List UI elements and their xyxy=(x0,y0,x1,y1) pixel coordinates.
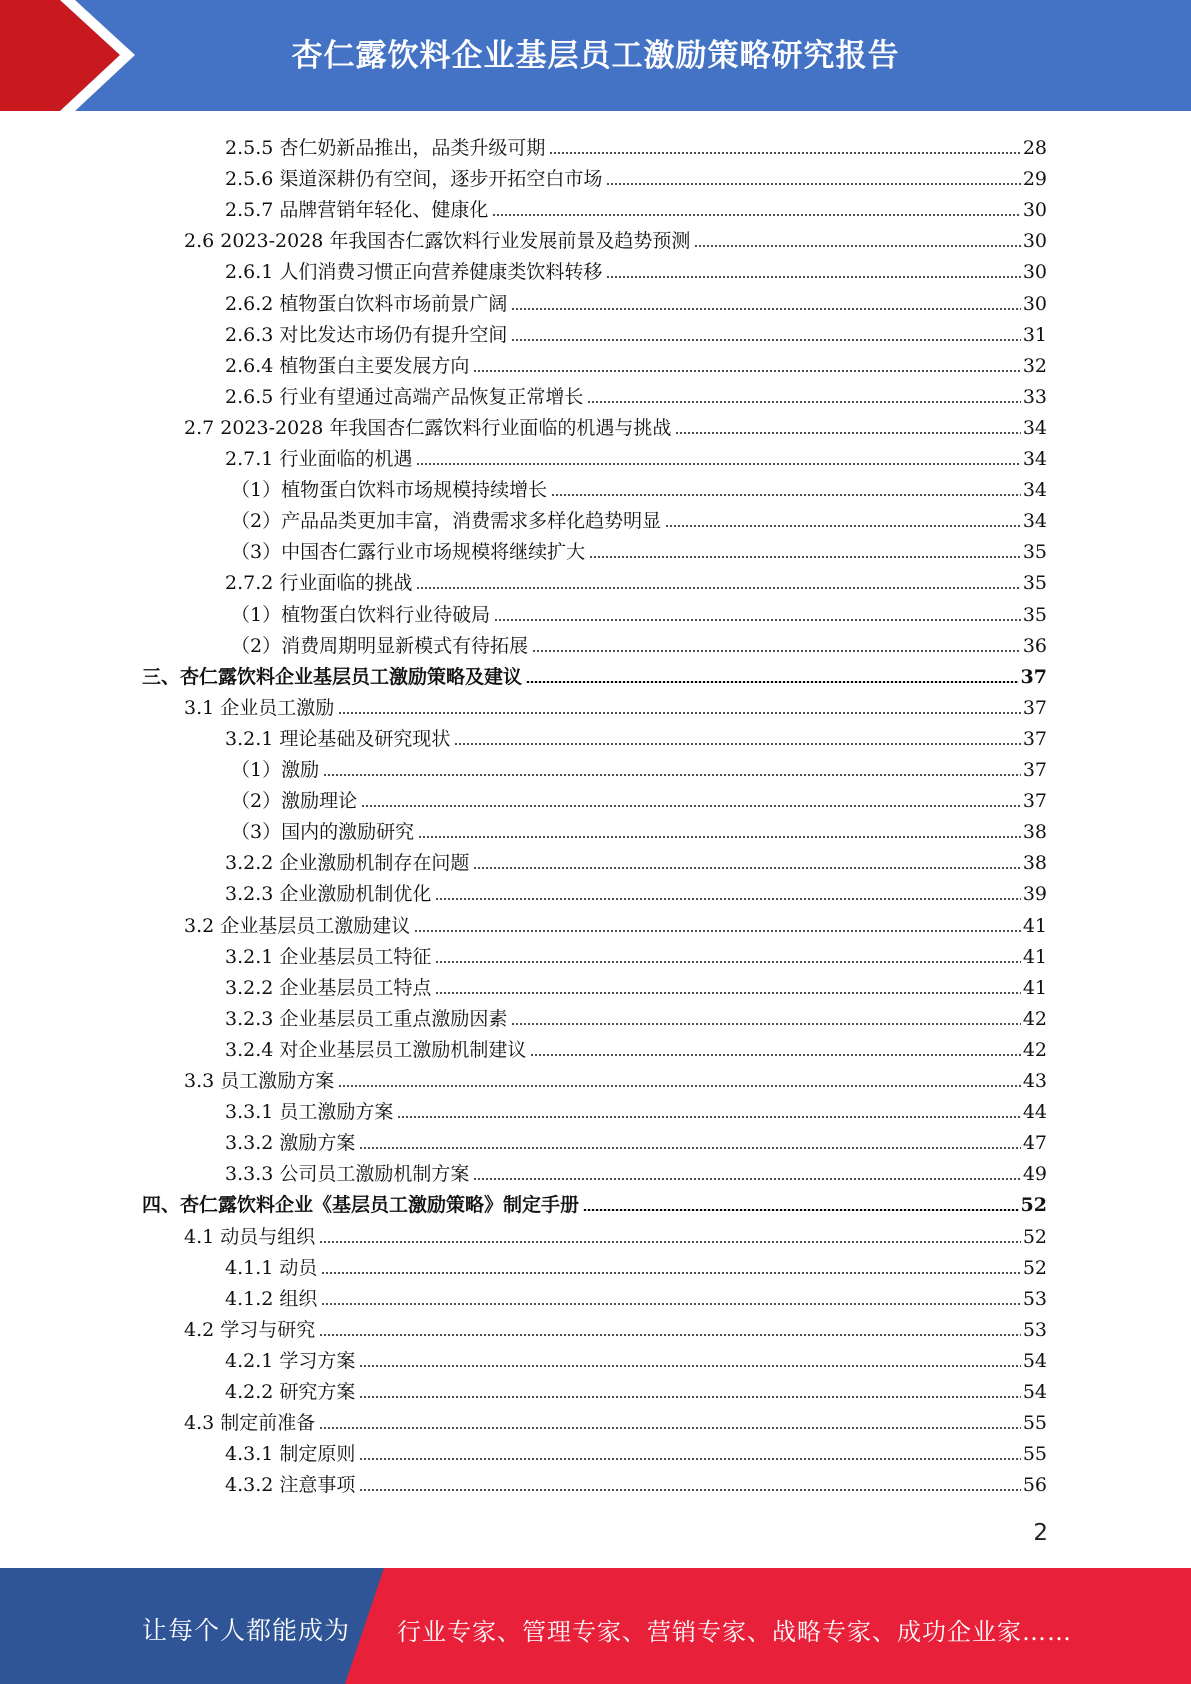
toc-entry-title: 2.6.1 人们消费习惯正向营养健康类饮料转移 xyxy=(225,261,603,284)
toc-entry[interactable] xyxy=(225,874,1047,905)
toc-dot-leader xyxy=(587,401,1020,403)
toc-entry[interactable] xyxy=(231,812,1047,843)
toc-entry[interactable] xyxy=(225,159,1047,190)
toc-dot-leader xyxy=(494,619,1021,621)
toc-entry[interactable] xyxy=(225,1154,1047,1185)
toc-entry[interactable] xyxy=(225,252,1047,283)
toc-entry[interactable] xyxy=(225,346,1047,377)
toc-dot-leader xyxy=(606,276,1020,278)
toc-dot-leader xyxy=(665,525,1021,527)
toc-dot-leader xyxy=(319,1241,1021,1243)
toc-entry-page: 35 xyxy=(1022,541,1047,564)
toc-entry-title: 3.3.3 公司员工激励机制方案 xyxy=(225,1163,470,1186)
toc-entry-title: （1）激励 xyxy=(231,759,320,781)
toc-entry-title: 3.3.1 员工激励方案 xyxy=(225,1101,394,1124)
toc-entry-page: 53 xyxy=(1022,1287,1047,1310)
toc-entry-title: （2）产品品类更加丰富，消费需求多样化趋势明显 xyxy=(231,510,662,533)
toc-dot-leader xyxy=(397,1116,1020,1118)
toc-entry-title: 2.6.3 对比发达市场仍有提升空间 xyxy=(225,323,508,346)
toc-entry-title: 4.2.2 研究方案 xyxy=(225,1381,356,1403)
toc-entry[interactable] xyxy=(225,284,1047,315)
toc-entry[interactable] xyxy=(184,221,1047,252)
toc-entry-title: （1）植物蛋白饮料市场规模持续增长 xyxy=(231,479,548,502)
toc-entry-page: 42 xyxy=(1022,1038,1047,1061)
toc-dot-leader xyxy=(511,308,1020,310)
toc-entry[interactable] xyxy=(231,470,1047,501)
toc-entry-page: 56 xyxy=(1022,1474,1047,1497)
toc-entry-page: 37 xyxy=(1022,790,1047,813)
footer-slogan-left: 让每个人都能成为 xyxy=(142,1616,351,1645)
toc-entry-page: 30 xyxy=(1022,261,1047,284)
toc-entry[interactable] xyxy=(225,1372,1047,1403)
toc-dot-leader xyxy=(418,836,1021,838)
toc-dot-leader xyxy=(551,494,1021,496)
toc-entry[interactable] xyxy=(231,781,1047,812)
toc-entry[interactable] xyxy=(225,1123,1047,1154)
toc-entry[interactable] xyxy=(142,1185,1047,1216)
toc-entry-page: 37 xyxy=(1022,727,1047,750)
toc-entry-page: 32 xyxy=(1022,354,1047,377)
toc-entry-page: 34 xyxy=(1022,479,1047,502)
toc-entry-title: 2.5.7 品牌营销年轻化、健康化 xyxy=(225,199,489,222)
toc-entry-page: 30 xyxy=(1022,292,1047,315)
toc-dot-leader xyxy=(675,432,1020,434)
toc-dot-leader xyxy=(549,152,1020,154)
toc-dot-leader xyxy=(359,1365,1020,1367)
toc-entry-page: 52 xyxy=(1022,1256,1047,1279)
toc-dot-leader xyxy=(511,339,1020,341)
toc-entry-title: 3.3 员工激励方案 xyxy=(184,1070,335,1092)
toc-entry[interactable] xyxy=(231,626,1047,657)
toc-entry-title: 3.1 企业员工激励 xyxy=(184,696,335,719)
toc-dot-leader xyxy=(338,1085,1021,1087)
toc-entry-page: 37 xyxy=(1020,665,1047,688)
toc-entry-page: 43 xyxy=(1022,1070,1047,1092)
toc-entry-page: 54 xyxy=(1022,1381,1047,1403)
toc-entry[interactable] xyxy=(225,719,1047,750)
page-footer xyxy=(0,1568,1191,1684)
toc-dot-leader xyxy=(359,1147,1020,1149)
toc-entry-page: 41 xyxy=(1022,914,1047,937)
toc-dot-leader xyxy=(359,1458,1020,1460)
toc-entry-page: 34 xyxy=(1022,416,1047,439)
toc-entry-page: 41 xyxy=(1022,976,1047,999)
page-header xyxy=(0,0,1191,111)
toc-entry[interactable] xyxy=(184,1217,1047,1248)
toc-entry[interactable] xyxy=(225,315,1047,346)
toc-entry-title: 4.1 动员与组织 xyxy=(184,1225,316,1248)
toc-entry-title: 2.5.6 渠道深耕仍有空间，逐步开拓空白市场 xyxy=(225,168,603,191)
toc-dot-leader xyxy=(583,1209,1019,1211)
toc-entry-title: 4.1.2 组织 xyxy=(225,1287,318,1310)
page-number: 2 xyxy=(1033,1520,1048,1546)
toc-entry[interactable] xyxy=(184,688,1047,719)
toc-entry-page: 36 xyxy=(1022,634,1047,657)
toc-dot-leader xyxy=(435,992,1020,994)
toc-entry[interactable] xyxy=(231,595,1047,626)
toc-dot-leader xyxy=(473,1178,1020,1180)
toc-dot-leader xyxy=(359,1396,1020,1398)
toc-dot-leader xyxy=(492,214,1020,216)
toc-entry[interactable] xyxy=(225,377,1047,408)
toc-entry-title: 2.6.5 行业有望通过高端产品恢复正常增长 xyxy=(225,385,584,408)
toc-dot-leader xyxy=(319,1334,1021,1336)
toc-entry-page: 35 xyxy=(1022,603,1047,626)
toc-entry[interactable] xyxy=(184,1403,1047,1434)
toc-entry-title: 2.6.2 植物蛋白饮料市场前景广阔 xyxy=(225,292,508,315)
toc-entry-title: （2）消费周期明显新模式有待拓展 xyxy=(231,634,529,657)
toc-dot-leader xyxy=(606,183,1020,185)
toc-entry[interactable] xyxy=(225,563,1047,594)
toc-dot-leader xyxy=(511,1023,1020,1025)
toc-entry-title: 3.2.2 企业激励机制存在问题 xyxy=(225,852,470,875)
toc-entry-title: 3.2.3 企业基层员工重点激励因素 xyxy=(225,1007,508,1030)
toc-entry-page: 54 xyxy=(1022,1349,1047,1372)
toc-entry[interactable] xyxy=(225,1341,1047,1372)
toc-entry-page: 31 xyxy=(1022,323,1047,346)
toc-entry-page: 44 xyxy=(1022,1101,1047,1124)
footer-slogan-right: 行业专家、管理专家、营销专家、战略专家、成功企业家…… xyxy=(397,1618,1072,1646)
toc-entry[interactable] xyxy=(231,501,1047,532)
toc-entry-title: 2.7.1 行业面临的机遇 xyxy=(225,448,413,470)
toc-dot-leader xyxy=(416,587,1020,589)
toc-entry-title: 3.2.2 企业基层员工特点 xyxy=(225,976,432,999)
toc-entry-title: 3.2.1 企业基层员工特征 xyxy=(225,945,432,968)
toc-entry[interactable] xyxy=(225,439,1047,470)
toc-entry[interactable] xyxy=(184,1310,1047,1341)
toc-entry[interactable] xyxy=(231,750,1047,781)
toc-entry[interactable] xyxy=(225,1279,1047,1310)
toc-entry-title: （2）激励理论 xyxy=(231,790,358,813)
toc-entry-title: 4.2 学习与研究 xyxy=(184,1318,316,1341)
toc-entry-page: 37 xyxy=(1022,759,1047,781)
toc-dot-leader xyxy=(435,961,1020,963)
toc-dot-leader xyxy=(338,712,1021,714)
toc-dot-leader xyxy=(323,774,1021,776)
toc-entry[interactable] xyxy=(231,532,1047,563)
toc-entry-page: 55 xyxy=(1022,1443,1047,1466)
toc-entry-title: 4.2.1 学习方案 xyxy=(225,1349,356,1372)
toc-entry-title: 四、杏仁露饮料企业《基层员工激励策略》制定手册 xyxy=(142,1194,580,1217)
toc-dot-leader xyxy=(694,245,1020,247)
toc-dot-leader xyxy=(589,556,1021,558)
toc-entry-page: 35 xyxy=(1022,572,1047,595)
toc-dot-leader xyxy=(321,1272,1020,1274)
toc-entry-page: 30 xyxy=(1022,230,1047,253)
toc-entry-page: 37 xyxy=(1022,696,1047,719)
toc-entry-page: 52 xyxy=(1020,1194,1047,1217)
toc-entry-title: 3.2 企业基层员工激励建议 xyxy=(184,914,411,937)
toc-entry-page: 42 xyxy=(1022,1007,1047,1030)
toc-dot-leader xyxy=(435,898,1020,900)
toc-entry-title: 2.6.4 植物蛋白主要发展方向 xyxy=(225,354,470,377)
toc-dot-leader xyxy=(454,743,1020,745)
toc-dot-leader xyxy=(526,681,1019,683)
toc-dot-leader xyxy=(361,805,1021,807)
toc-entry-page: 28 xyxy=(1022,137,1047,159)
toc-entry-title: 4.3.1 制定原则 xyxy=(225,1443,356,1466)
toc-entry-page: 34 xyxy=(1022,448,1047,470)
toc-entry[interactable] xyxy=(142,657,1047,688)
toc-entry[interactable] xyxy=(184,906,1047,937)
toc-entry[interactable] xyxy=(225,128,1047,159)
toc-entry-title: 3.2.4 对企业基层员工激励机制建议 xyxy=(225,1038,527,1061)
toc-entry-page: 39 xyxy=(1022,883,1047,906)
toc-dot-leader xyxy=(359,1489,1020,1491)
toc-entry[interactable] xyxy=(184,1061,1047,1092)
toc-entry-page: 47 xyxy=(1022,1132,1047,1155)
toc-entry-title: 4.3 制定前准备 xyxy=(184,1412,316,1435)
toc-entry-title: 2.6 2023-2028 年我国杏仁露饮料行业发展前景及趋势预测 xyxy=(184,230,691,253)
toc-entry[interactable] xyxy=(184,408,1047,439)
toc-entry-page: 38 xyxy=(1022,852,1047,875)
toc-entry-title: 2.7.2 行业面临的挑战 xyxy=(225,572,413,595)
toc-dot-leader xyxy=(319,1427,1021,1429)
toc-entry-page: 30 xyxy=(1022,199,1047,222)
toc-entry-title: 3.2.1 理论基础及研究现状 xyxy=(225,727,451,750)
toc-entry-title: 4.1.1 动员 xyxy=(225,1256,318,1279)
toc-entry-title: 2.7 2023-2028 年我国杏仁露饮料行业面临的机遇与挑战 xyxy=(184,416,672,439)
toc-entry-page: 55 xyxy=(1022,1412,1047,1435)
toc-entry[interactable] xyxy=(225,1465,1047,1496)
toc-entry[interactable] xyxy=(225,1248,1047,1279)
toc-entry[interactable] xyxy=(225,999,1047,1030)
toc-entry-title: 3.2.3 企业激励机制优化 xyxy=(225,883,432,906)
toc-dot-leader xyxy=(414,930,1021,932)
toc-dot-leader xyxy=(532,650,1021,652)
toc-entry-page: 38 xyxy=(1022,821,1047,844)
toc-entry-page: 29 xyxy=(1022,168,1047,191)
toc-dot-leader xyxy=(473,867,1020,869)
toc-entry-title: （3）国内的激励研究 xyxy=(231,821,415,844)
toc-entry[interactable] xyxy=(225,190,1047,221)
toc-dot-leader xyxy=(321,1303,1020,1305)
toc-entry-title: （1）植物蛋白饮料行业待破局 xyxy=(231,603,491,626)
toc-entry[interactable] xyxy=(225,1434,1047,1465)
toc-entry-title: 3.3.2 激励方案 xyxy=(225,1132,356,1155)
toc-entry-title: 4.3.2 注意事项 xyxy=(225,1474,356,1497)
toc-entry-page: 33 xyxy=(1022,385,1047,408)
toc-entry-page: 53 xyxy=(1022,1318,1047,1341)
toc-entry-title: 三、杏仁露饮料企业基层员工激励策略及建议 xyxy=(142,665,523,688)
toc-entry-page: 49 xyxy=(1022,1163,1047,1186)
toc-entry[interactable] xyxy=(225,843,1047,874)
toc-dot-leader xyxy=(530,1054,1020,1056)
toc-entry[interactable] xyxy=(225,968,1047,999)
report-title: 杏仁露饮料企业基层员工激励策略研究报告 xyxy=(291,38,900,74)
toc-entry-page: 52 xyxy=(1022,1225,1047,1248)
toc-entry-title: 2.5.5 杏仁奶新品推出，品类升级可期 xyxy=(225,137,546,159)
toc-entry[interactable] xyxy=(225,1030,1047,1061)
toc-entry[interactable] xyxy=(225,937,1047,968)
toc-entry-page: 41 xyxy=(1022,945,1047,968)
toc-entry-title: （3）中国杏仁露行业市场规模将继续扩大 xyxy=(231,541,586,564)
toc-entry[interactable] xyxy=(225,1092,1047,1123)
toc-dot-leader xyxy=(473,370,1020,372)
toc-dot-leader xyxy=(416,463,1020,465)
toc-entry-page: 34 xyxy=(1022,510,1047,533)
